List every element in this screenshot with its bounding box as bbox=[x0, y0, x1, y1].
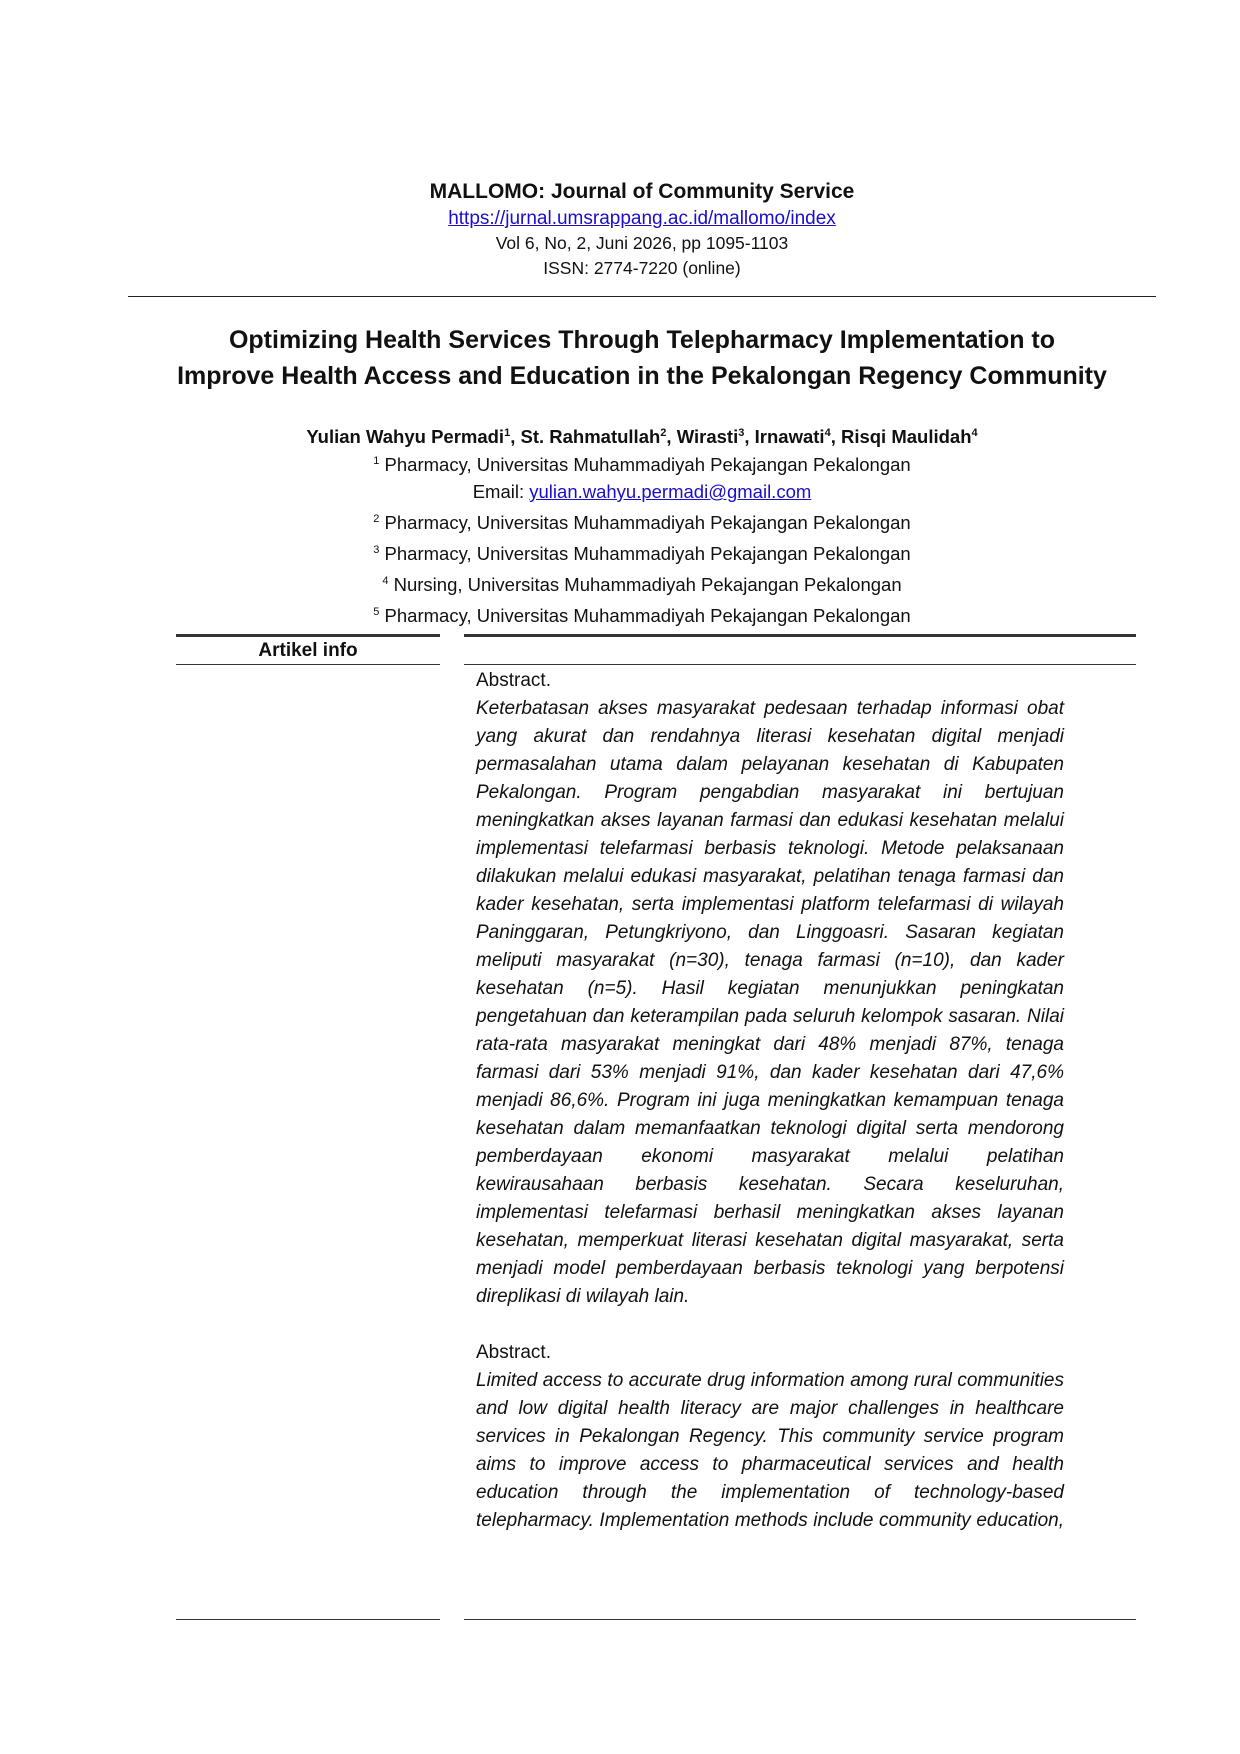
author-name: Yulian Wahyu Permadi bbox=[306, 426, 505, 448]
author-sup: 1 bbox=[504, 427, 511, 439]
affiliation-sup: 5 bbox=[373, 605, 380, 618]
info-table-sub-rule-right bbox=[464, 664, 1136, 665]
author-name: Wirasti bbox=[676, 426, 739, 448]
info-table-bottom-rule-left bbox=[176, 1619, 440, 1620]
abstract-column bbox=[476, 667, 1064, 1535]
affiliation-text: Pharmacy, Universitas Muhammadiyah Pekajangan Pekalongan bbox=[384, 542, 911, 564]
affiliation-list bbox=[128, 448, 1156, 630]
affiliation-4 bbox=[128, 568, 1156, 599]
artikel-info-heading: Artikel info bbox=[258, 640, 358, 661]
author-sup: 2 bbox=[660, 427, 667, 439]
affiliation-1 bbox=[128, 448, 1156, 479]
abstract-id-heading: Abstract. bbox=[476, 670, 551, 691]
affiliation-3 bbox=[128, 537, 1156, 568]
affiliation-text: Pharmacy, Universitas Muhammadiyah Pekajangan Pekalongan bbox=[384, 511, 911, 533]
affiliation-sup: 2 bbox=[373, 512, 380, 525]
journal-url-link[interactable]: https://jurnal.umsrappang.ac.id/mallomo/index bbox=[448, 208, 836, 229]
abstract-id-text: Keterbatasan akses masyarakat pedesaan terhadap informasi obat yang akurat dan rendahnya literasi kesehatan digital menjadi permasalahan utama dalam pelayanan kesehatan di Kabupaten Pekalongan. Program pengabdian masyarakat ini bertujuan meningkatkan akses layanan farmasi dan edukasi kesehatan melalui implementasi telefarmasi berbasis teknologi. Metode pelaksanaan dilakukan melalui edukasi masyarakat, pelatihan tenaga farmasi dan kader kesehatan, serta implementasi platform telefarmasi di wilayah Paninggaran, Petungkriyono, dan Linggoasri. Sasaran kegiatan meliputi masyarakat (n=30), tenaga farmasi (n=10), dan kader kesehatan (n=5). Hasil kegiatan menunjukkan peningkatan pengetahuan dan keterampilan pada seluruh kelompok sasaran. Nilai rata-rata masyarakat meningkat dari 48% menjadi 87%, tenaga farmasi dari 53% menjadi 91%, dan kader kesehatan dari 47,6% menjadi 86,6%. Program ini juga meningkatkan kemampuan tenaga kesehatan dalam memanfaatkan teknologi digital serta mendorong pemberdayaan ekonomi masyarakat melalui pelatihan kewirausahaan berbasis kesehatan. Secara keseluruhan, implementasi telefarmasi berhasil meningkatkan akses layanan kesehatan, memperkuat literasi kesehatan digital masyarakat, serta menjadi model pemberdayaan berbasis teknologi yang berpotensi direplikasi di wilayah lain. bbox=[476, 698, 1064, 1307]
email-link[interactable]: yulian.wahyu.permadi@gmail.com bbox=[529, 480, 812, 502]
affiliation-sup: 4 bbox=[382, 574, 389, 587]
author-sup: 4 bbox=[824, 427, 831, 439]
affiliation-sup: 3 bbox=[373, 543, 380, 556]
author-sup: 4 bbox=[971, 427, 978, 439]
abstract-en-heading: Abstract. bbox=[476, 1342, 551, 1363]
journal-name: MALLOMO: Journal of Community Service bbox=[429, 180, 855, 203]
abstract-en-text: Limited access to accurate drug information among rural communities and low digital health literacy are major challenges in healthcare services in Pekalongan Regency. This community service program aims to improve access to pharmaceutical services and health education through the implementation of technology-based telepharmacy. Implementation methods include community education, bbox=[476, 1370, 1064, 1531]
affiliation-text: Pharmacy, Universitas Muhammadiyah Pekajangan Pekalongan bbox=[384, 604, 911, 626]
email-label: Email: bbox=[472, 480, 525, 502]
info-table-top-rule-right bbox=[464, 634, 1136, 637]
paper-title-line-2: Improve Health Access and Education in the Pekalongan Regency Community bbox=[177, 362, 1107, 390]
email-line bbox=[128, 479, 1156, 506]
info-table-sub-rule-left bbox=[176, 664, 440, 665]
journal-issn: ISSN: 2774-7220 (online) bbox=[543, 258, 741, 278]
affiliation-text: Nursing, Universitas Muhammadiyah Pekajangan Pekalongan bbox=[393, 573, 902, 595]
header-divider bbox=[128, 296, 1156, 297]
affiliation-sup: 1 bbox=[373, 455, 380, 467]
affiliation-2 bbox=[128, 506, 1156, 537]
author-name: Risqi Maulidah bbox=[840, 426, 972, 448]
affiliation-text: Pharmacy, Universitas Muhammadiyah Pekajangan Pekalongan bbox=[384, 454, 911, 476]
paper-title bbox=[128, 322, 1156, 394]
author-list: Yulian Wahyu Permadi$^1$, St. Rahmatullah$^2$, Wirasti$^3$, Irnawati$^4$, Risqi Maulidah$^4$ bbox=[306, 426, 978, 448]
journal-header bbox=[128, 178, 1156, 281]
paper-title-line-1: Optimizing Health Services Through Telepharmacy Implementation to bbox=[228, 326, 1056, 354]
info-table-bottom-rule-right bbox=[464, 1619, 1136, 1620]
author-sup: 3 bbox=[738, 427, 745, 439]
author-name: Irnawati bbox=[754, 426, 825, 448]
author-name: St. Rahmatullah bbox=[520, 426, 661, 448]
journal-volume: Vol 6, No, 2, Juni 2026, pp 1095-1103 bbox=[495, 233, 789, 253]
affiliation-5 bbox=[128, 599, 1156, 630]
info-table-top-rule-left bbox=[176, 634, 440, 637]
